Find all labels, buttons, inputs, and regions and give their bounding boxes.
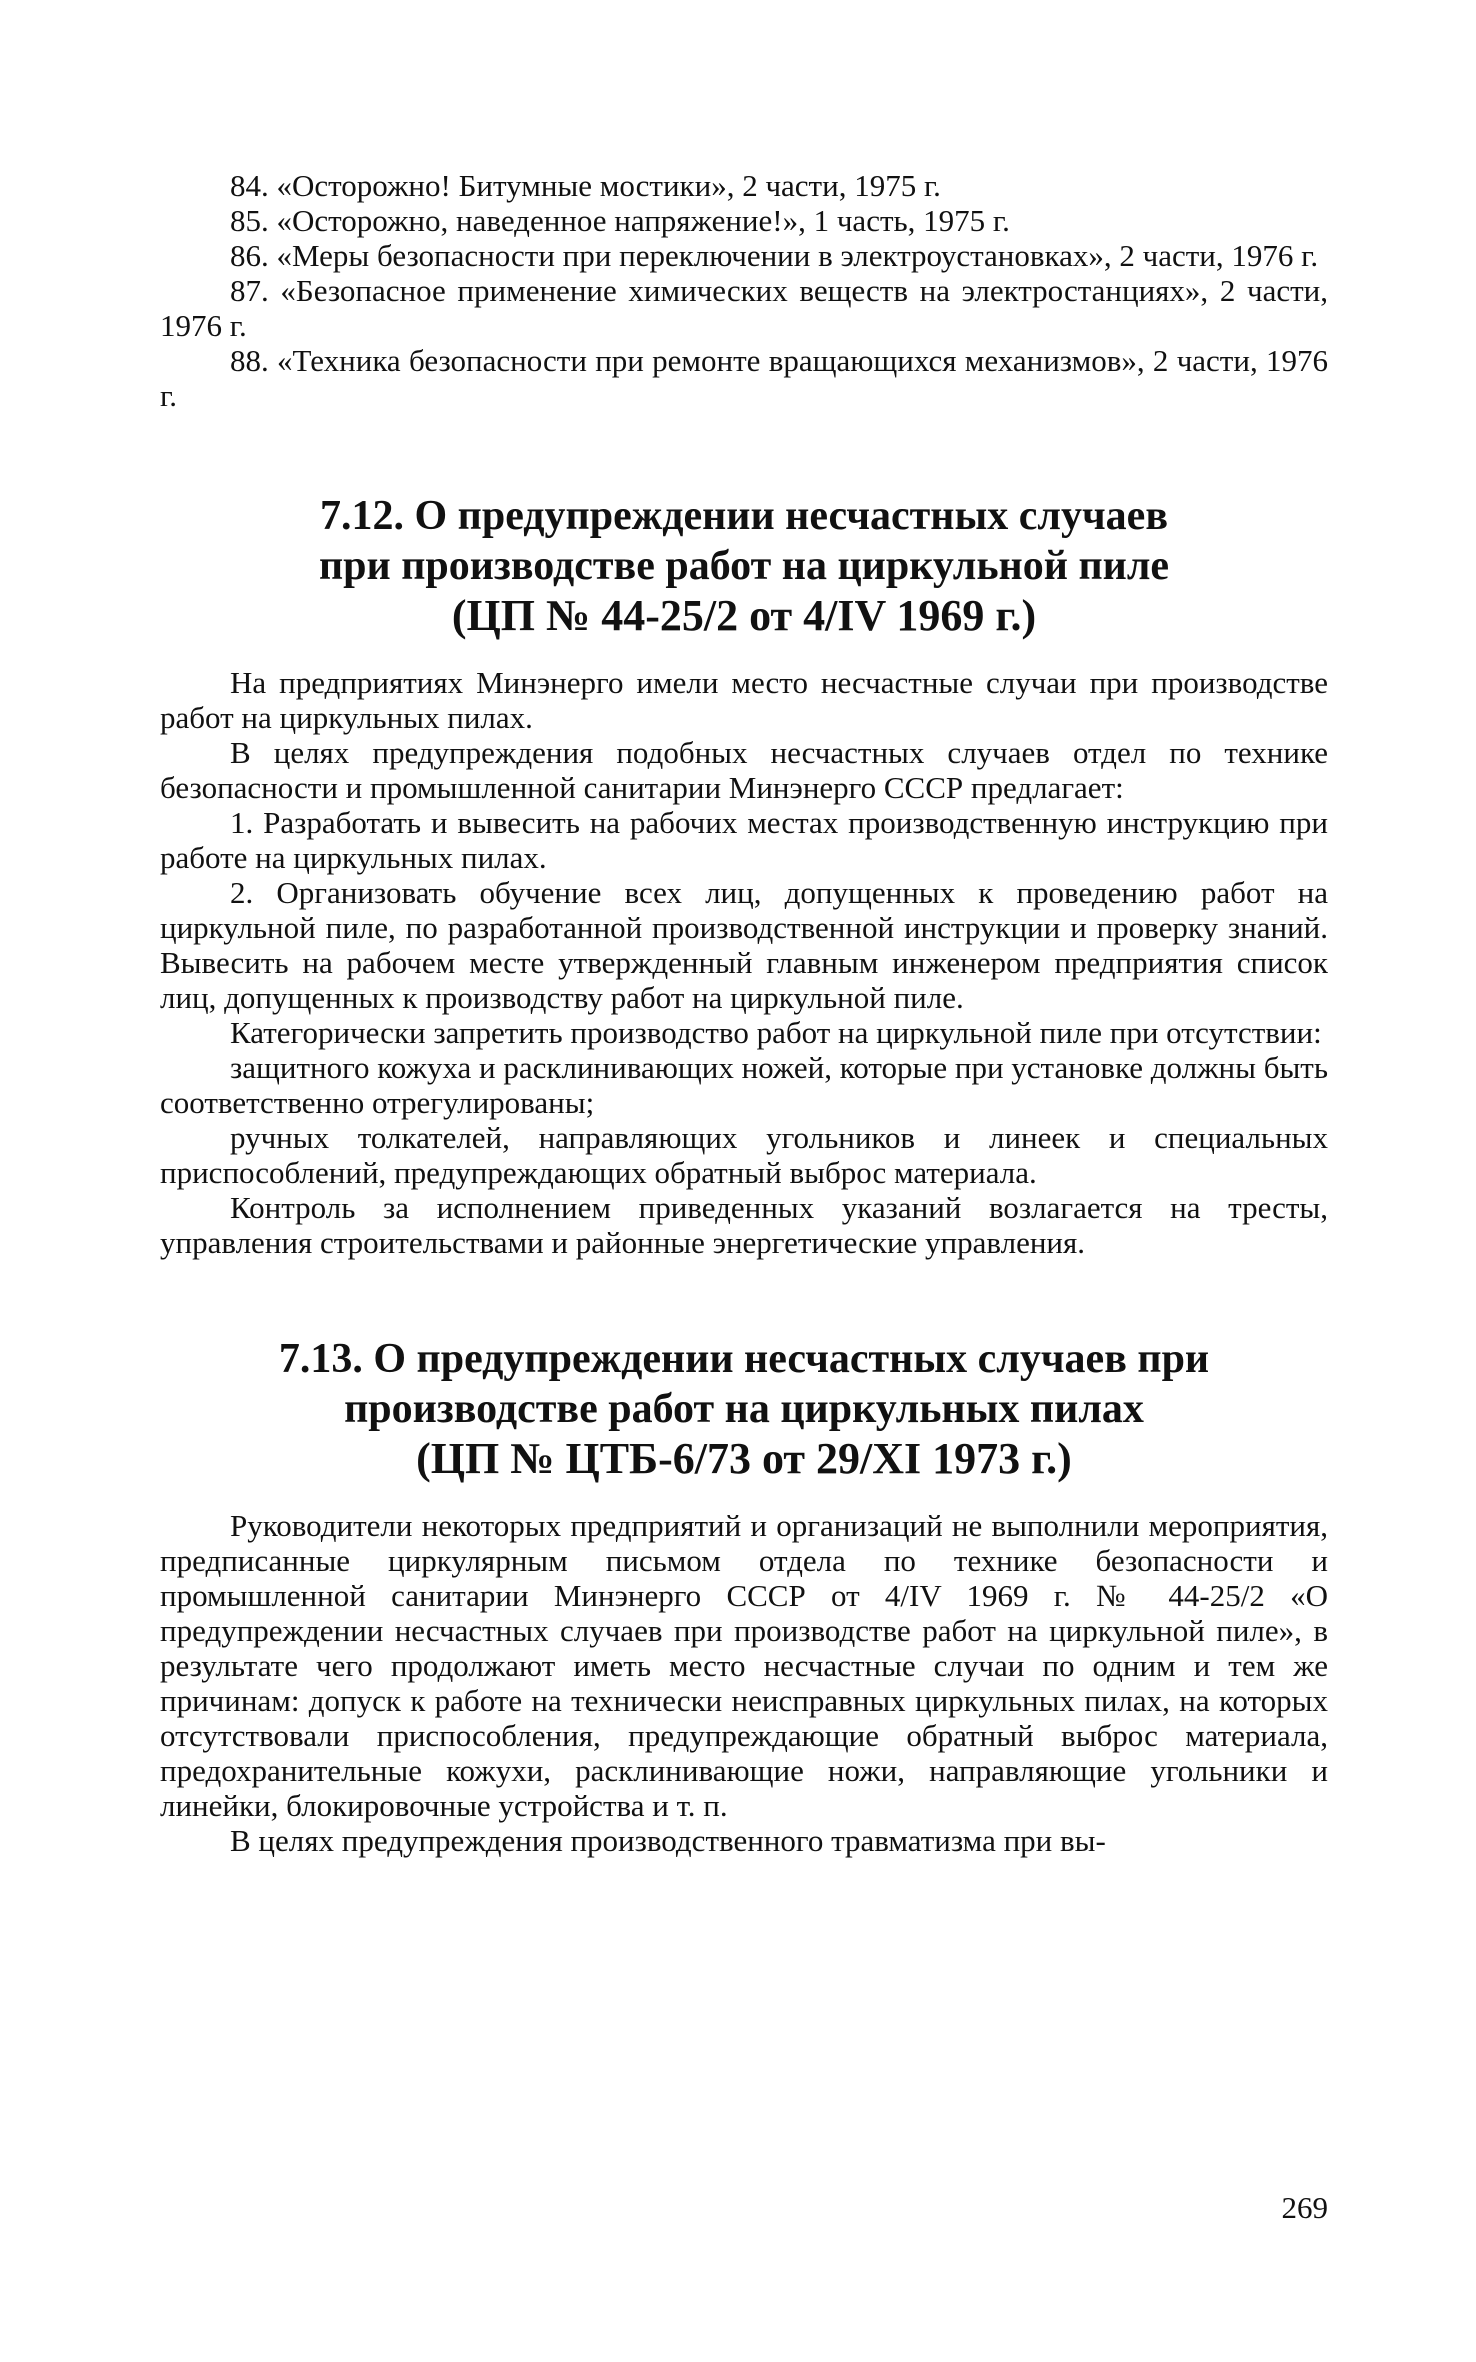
section-7-13-heading xyxy=(160,1334,1328,1484)
list-item: 88. «Техника безопасности при ремонте вращающихся механизмов», 2 части, 1976 г. xyxy=(160,343,1328,413)
paragraph: Руководители некоторых предприятий и организаций не выполнили мероприятия, предписанные циркулярным письмом отдела по технике безопасности и промышленной санитарии Минэнерго СССР от 4/IV 1969 г. № 44-25/2 «О предупреждении несчастных случаев при производстве работ на циркульной пиле», в результате чего продолжают иметь место несчастные случаи по одним и тем же причинам: допуск к работе на технически неисправных циркульных пилах, на которых отсутствовали приспособления, предупреждающие обратный выброс материала, предохранительные кожухи, расклинивающие ножи, направляющие угольники и линейки, блокировочные устройства и т. п. xyxy=(160,1508,1328,1823)
list-item: 87. «Безопасное применение химических веществ на электростанциях», 2 части, 1976 г. xyxy=(160,273,1328,343)
section-7-12-heading xyxy=(160,491,1328,641)
list-item: 86. «Меры безопасности при переключении в электроустановках», 2 части, 1976 г. xyxy=(230,238,1319,273)
paragraph: Категорически запретить производство работ на циркульной пиле при отсутствии: xyxy=(230,1015,1322,1050)
heading-line: 7.12. О предупреждении несчастных случаев xyxy=(319,493,1169,539)
paragraph: 1. Разработать и вывесить на рабочих местах производственную инструкцию при работе на циркульных пилах. xyxy=(160,805,1328,875)
heading-line: производстве работ на циркульных пилах xyxy=(344,1386,1144,1432)
list-item: 84. «Осторожно! Битумные мостики», 2 части, 1975 г. xyxy=(230,168,941,203)
list-item: 85. «Осторожно, наведенное напряжение!», 1 часть, 1975 г. xyxy=(230,203,1010,238)
document-page xyxy=(160,168,1328,1858)
section-7-12-body xyxy=(160,665,1328,1260)
heading-line: 7.13. О предупреждении несчастных случаев при xyxy=(278,1336,1210,1382)
reference-list xyxy=(160,168,1328,413)
heading-line: при производстве работ на циркульной пиле xyxy=(318,543,1170,589)
paragraph: ручных толкателей, направляющих угольников и линеек и специальных приспособлений, предупреждающих обратный выброс материала. xyxy=(160,1120,1328,1190)
paragraph: На предприятиях Минэнерго имели место несчастные случаи при производстве работ на циркульных пилах. xyxy=(160,665,1328,735)
paragraph: Контроль за исполнением приведенных указаний возлагается на тресты, управления строительствами и районные энергетические управления. xyxy=(160,1190,1328,1260)
page-number: 269 xyxy=(1281,2190,1328,2225)
section-7-13-body xyxy=(160,1508,1328,1858)
heading-reference: (ЦП № 44-25/2 от 4/IV 1969 г.) xyxy=(451,591,1037,640)
paragraph: 2. Организовать обучение всех лиц, допущенных к проведению работ на циркульной пиле, по разработанной производственной инструкции и проверку знаний. Вывесить на рабочем месте утвержденный главным инженером предприятия список лиц, допущенных к производству работ на циркульной пиле. xyxy=(160,875,1328,1015)
paragraph: В целях предупреждения производственного травматизма при вы- xyxy=(230,1823,1106,1858)
paragraph: В целях предупреждения подобных несчастных случаев отдел по технике безопасности и промышленной санитарии Минэнерго СССР предлагает: xyxy=(160,735,1328,805)
paragraph: защитного кожуха и расклинивающих ножей, которые при установке должны быть соответственно отрегулированы; xyxy=(160,1050,1328,1120)
heading-reference: (ЦП № ЦТБ-6/73 от 29/XI 1973 г.) xyxy=(416,1434,1072,1483)
